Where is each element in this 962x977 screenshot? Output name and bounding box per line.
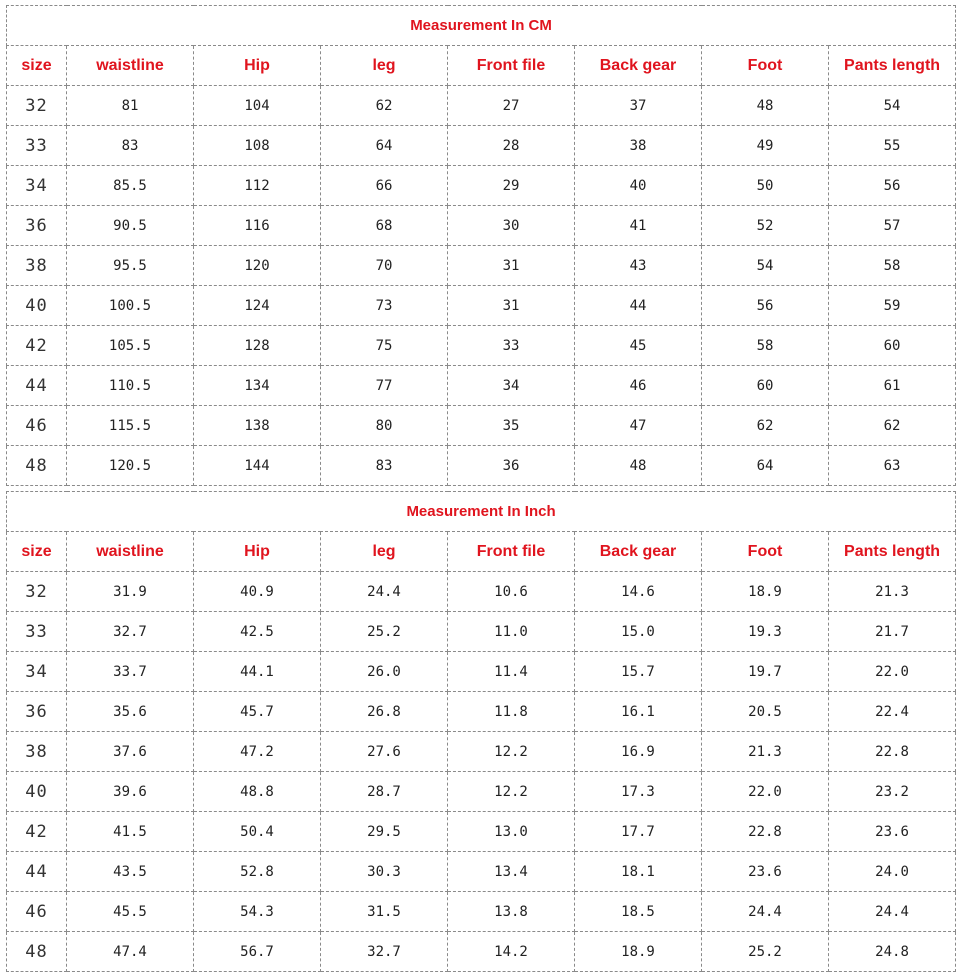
measurement-cell: 48 (575, 446, 702, 486)
measurement-cell: 32.7 (321, 932, 448, 972)
measurement-cell: 54.3 (194, 892, 321, 932)
measurement-cell: 116 (194, 206, 321, 246)
measurement-cell: 37.6 (67, 732, 194, 772)
table-body (7, 86, 956, 486)
measurement-cell: 43 (575, 246, 702, 286)
size-cell: 42 (7, 812, 67, 852)
table-row (7, 892, 956, 932)
measurement-cell: 30.3 (321, 852, 448, 892)
measurement-cell: 11.4 (448, 652, 575, 692)
size-cell: 46 (7, 892, 67, 932)
size-cell: 36 (7, 692, 67, 732)
measurement-cell: 41 (575, 206, 702, 246)
column-header: Hip (194, 532, 321, 572)
column-header: Pants length (829, 532, 956, 572)
table-body (7, 572, 956, 972)
column-header: Foot (702, 46, 829, 86)
size-cell: 32 (7, 86, 67, 126)
measurement-cell: 47.2 (194, 732, 321, 772)
measurement-cell: 52 (702, 206, 829, 246)
table-title-row (7, 6, 956, 46)
table-row (7, 732, 956, 772)
measurement-cell: 83 (321, 446, 448, 486)
measurement-cell: 16.9 (575, 732, 702, 772)
measurement-cell: 22.4 (829, 692, 956, 732)
column-header: Back gear (575, 46, 702, 86)
measurement-cell: 73 (321, 286, 448, 326)
measurement-cell: 64 (321, 126, 448, 166)
measurement-cell: 19.7 (702, 652, 829, 692)
measurement-cell: 63 (829, 446, 956, 486)
measurement-cell: 48 (702, 86, 829, 126)
column-header: Pants length (829, 46, 956, 86)
measurement-cell: 24.4 (321, 572, 448, 612)
table-header-row (7, 46, 956, 86)
measurement-cell: 39.6 (67, 772, 194, 812)
measurement-cell: 28.7 (321, 772, 448, 812)
measurement-cell: 45.5 (67, 892, 194, 932)
table-row (7, 446, 956, 486)
measurement-cell: 21.7 (829, 612, 956, 652)
measurement-cell: 83 (67, 126, 194, 166)
table-title-row (7, 492, 956, 532)
measurement-cell: 35 (448, 406, 575, 446)
measurement-cell: 100.5 (67, 286, 194, 326)
measurement-cell: 57 (829, 206, 956, 246)
measurement-cell: 13.0 (448, 812, 575, 852)
size-cell: 38 (7, 732, 67, 772)
measurement-cell: 58 (702, 326, 829, 366)
table-title: Measurement In CM (7, 6, 956, 46)
measurement-cell: 44 (575, 286, 702, 326)
measurement-cell: 128 (194, 326, 321, 366)
size-cell: 44 (7, 366, 67, 406)
measurement-cell: 62 (829, 406, 956, 446)
size-cell: 34 (7, 166, 67, 206)
measurement-cell: 13.4 (448, 852, 575, 892)
column-header: Back gear (575, 532, 702, 572)
table-row (7, 612, 956, 652)
table-row (7, 406, 956, 446)
measurement-cell: 23.6 (702, 852, 829, 892)
measurement-cell: 33 (448, 326, 575, 366)
measurement-cell: 26.0 (321, 652, 448, 692)
size-table-inch (6, 491, 956, 972)
measurement-cell: 26.8 (321, 692, 448, 732)
measurement-cell: 144 (194, 446, 321, 486)
size-cell: 33 (7, 612, 67, 652)
table-row (7, 246, 956, 286)
measurement-cell: 58 (829, 246, 956, 286)
measurement-cell: 18.5 (575, 892, 702, 932)
size-cell: 33 (7, 126, 67, 166)
size-cell: 40 (7, 772, 67, 812)
size-cell: 46 (7, 406, 67, 446)
measurement-cell: 104 (194, 86, 321, 126)
measurement-cell: 29 (448, 166, 575, 206)
measurement-cell: 46 (575, 366, 702, 406)
measurement-cell: 15.0 (575, 612, 702, 652)
table-row (7, 286, 956, 326)
measurement-cell: 29.5 (321, 812, 448, 852)
measurement-cell: 20.5 (702, 692, 829, 732)
measurement-cell: 45.7 (194, 692, 321, 732)
size-cell: 38 (7, 246, 67, 286)
measurement-cell: 42.5 (194, 612, 321, 652)
measurement-cell: 14.6 (575, 572, 702, 612)
measurement-cell: 22.8 (702, 812, 829, 852)
measurement-cell: 31.5 (321, 892, 448, 932)
measurement-cell: 40 (575, 166, 702, 206)
column-header: Hip (194, 46, 321, 86)
measurement-cell: 64 (702, 446, 829, 486)
measurement-cell: 60 (702, 366, 829, 406)
column-header: Front file (448, 46, 575, 86)
measurement-cell: 27 (448, 86, 575, 126)
measurement-cell: 18.9 (702, 572, 829, 612)
table-row (7, 86, 956, 126)
measurement-cell: 16.1 (575, 692, 702, 732)
measurement-cell: 134 (194, 366, 321, 406)
measurement-cell: 34 (448, 366, 575, 406)
measurement-cell: 22.8 (829, 732, 956, 772)
measurement-cell: 59 (829, 286, 956, 326)
measurement-cell: 12.2 (448, 732, 575, 772)
table-row (7, 932, 956, 972)
measurement-cell: 52.8 (194, 852, 321, 892)
measurement-cell: 32.7 (67, 612, 194, 652)
measurement-cell: 28 (448, 126, 575, 166)
table-title: Measurement In Inch (7, 492, 956, 532)
measurement-cell: 25.2 (321, 612, 448, 652)
measurement-cell: 120 (194, 246, 321, 286)
column-header: leg (321, 46, 448, 86)
measurement-cell: 43.5 (67, 852, 194, 892)
measurement-cell: 31 (448, 286, 575, 326)
measurement-cell: 50.4 (194, 812, 321, 852)
column-header: Front file (448, 532, 575, 572)
measurement-cell: 105.5 (67, 326, 194, 366)
measurement-cell: 19.3 (702, 612, 829, 652)
measurement-cell: 22.0 (829, 652, 956, 692)
measurement-cell: 35.6 (67, 692, 194, 732)
table-row (7, 852, 956, 892)
size-cell: 36 (7, 206, 67, 246)
measurement-cell: 17.7 (575, 812, 702, 852)
column-header: waistline (67, 532, 194, 572)
measurement-cell: 55 (829, 126, 956, 166)
measurement-cell: 24.8 (829, 932, 956, 972)
measurement-cell: 62 (702, 406, 829, 446)
measurement-cell: 13.8 (448, 892, 575, 932)
measurement-cell: 23.6 (829, 812, 956, 852)
measurement-cell: 61 (829, 366, 956, 406)
measurement-cell: 80 (321, 406, 448, 446)
measurement-cell: 47 (575, 406, 702, 446)
measurement-cell: 31.9 (67, 572, 194, 612)
table-row (7, 572, 956, 612)
measurement-cell: 38 (575, 126, 702, 166)
measurement-cell: 62 (321, 86, 448, 126)
measurement-cell: 95.5 (67, 246, 194, 286)
measurement-cell: 27.6 (321, 732, 448, 772)
measurement-cell: 66 (321, 166, 448, 206)
measurement-cell: 108 (194, 126, 321, 166)
measurement-cell: 112 (194, 166, 321, 206)
table-row (7, 652, 956, 692)
column-header: Foot (702, 532, 829, 572)
table-row (7, 206, 956, 246)
measurement-cell: 12.2 (448, 772, 575, 812)
measurement-cell: 56.7 (194, 932, 321, 972)
measurement-cell: 68 (321, 206, 448, 246)
size-cell: 32 (7, 572, 67, 612)
table-row (7, 812, 956, 852)
measurement-cell: 10.6 (448, 572, 575, 612)
measurement-cell: 15.7 (575, 652, 702, 692)
measurement-cell: 124 (194, 286, 321, 326)
measurement-cell: 37 (575, 86, 702, 126)
size-cell: 40 (7, 286, 67, 326)
measurement-cell: 45 (575, 326, 702, 366)
column-header: size (7, 46, 67, 86)
size-cell: 42 (7, 326, 67, 366)
table-row (7, 326, 956, 366)
measurement-cell: 56 (702, 286, 829, 326)
measurement-cell: 41.5 (67, 812, 194, 852)
measurement-cell: 21.3 (702, 732, 829, 772)
table-row (7, 692, 956, 732)
size-cell: 44 (7, 852, 67, 892)
measurement-cell: 33.7 (67, 652, 194, 692)
measurement-cell: 36 (448, 446, 575, 486)
size-table-cm (6, 5, 956, 486)
measurement-cell: 40.9 (194, 572, 321, 612)
measurement-cell: 23.2 (829, 772, 956, 812)
measurement-cell: 75 (321, 326, 448, 366)
column-header: leg (321, 532, 448, 572)
measurement-cell: 85.5 (67, 166, 194, 206)
table-header-row (7, 532, 956, 572)
measurement-cell: 70 (321, 246, 448, 286)
measurement-cell: 24.4 (829, 892, 956, 932)
measurement-cell: 18.1 (575, 852, 702, 892)
table-row (7, 126, 956, 166)
measurement-cell: 18.9 (575, 932, 702, 972)
measurement-cell: 60 (829, 326, 956, 366)
table-row (7, 166, 956, 206)
table-row (7, 772, 956, 812)
measurement-cell: 11.0 (448, 612, 575, 652)
measurement-cell: 30 (448, 206, 575, 246)
measurement-cell: 110.5 (67, 366, 194, 406)
column-header: waistline (67, 46, 194, 86)
measurement-cell: 14.2 (448, 932, 575, 972)
measurement-cell: 54 (702, 246, 829, 286)
measurement-cell: 120.5 (67, 446, 194, 486)
measurement-cell: 31 (448, 246, 575, 286)
table-row (7, 366, 956, 406)
measurement-cell: 21.3 (829, 572, 956, 612)
measurement-cell: 11.8 (448, 692, 575, 732)
measurement-cell: 17.3 (575, 772, 702, 812)
measurement-cell: 54 (829, 86, 956, 126)
measurement-cell: 48.8 (194, 772, 321, 812)
measurement-cell: 90.5 (67, 206, 194, 246)
column-header: size (7, 532, 67, 572)
measurement-cell: 44.1 (194, 652, 321, 692)
measurement-cell: 56 (829, 166, 956, 206)
measurement-cell: 24.0 (829, 852, 956, 892)
size-cell: 48 (7, 446, 67, 486)
measurement-cell: 77 (321, 366, 448, 406)
measurement-cell: 22.0 (702, 772, 829, 812)
size-cell: 48 (7, 932, 67, 972)
measurement-cell: 24.4 (702, 892, 829, 932)
measurement-cell: 81 (67, 86, 194, 126)
size-cell: 34 (7, 652, 67, 692)
measurement-cell: 25.2 (702, 932, 829, 972)
measurement-cell: 50 (702, 166, 829, 206)
measurement-cell: 49 (702, 126, 829, 166)
measurement-cell: 115.5 (67, 406, 194, 446)
measurement-cell: 138 (194, 406, 321, 446)
measurement-cell: 47.4 (67, 932, 194, 972)
